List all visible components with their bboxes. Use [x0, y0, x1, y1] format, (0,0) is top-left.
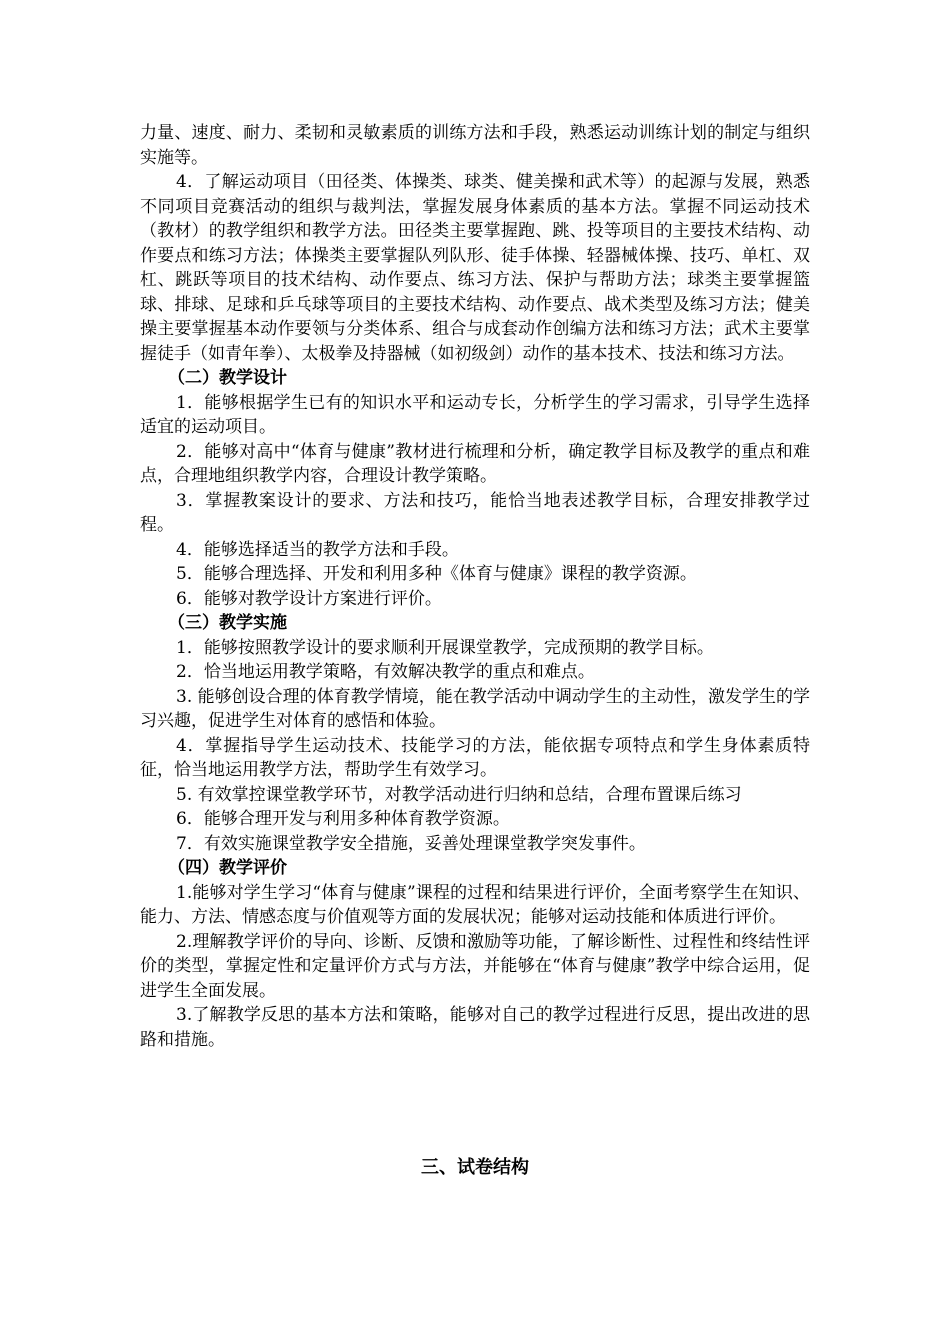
body-paragraph: 1．能够根据学生已有的知识水平和运动专长，分析学生的学习需求，引导学生选择适宜的运动项目。 [140, 392, 810, 437]
section-title: 三、试卷结构 [421, 1157, 529, 1178]
body-paragraph: 7．有效实施课堂教学安全措施，妥善处理课堂教学突发事件。 [176, 833, 646, 854]
body-paragraph: 力量、速度、耐力、柔韧和灵敏素质的训练方法和手段，熟悉运动训练计划的制定与组织实施等。 [140, 123, 810, 168]
body-paragraph: 2．能够对高中“体育与健康”教材进行梳理和分析，确定教学目标及教学的重点和难点，合理地组织教学内容，合理设计教学策略。 [140, 441, 810, 486]
body-paragraph: 5．能够合理选择、开发和利用多种《体育与健康》课程的教学资源。 [176, 564, 697, 584]
body-paragraph: 5. 有效掌控课堂教学环节，对教学活动进行归纳和总结，合理布置课后练习 [176, 784, 742, 805]
body-paragraph: 4．掌握指导学生运动技术、技能学习的方法，能依据专项特点和学生身体素质特征，恰当地运用教学方法，帮助学生有效学习。 [140, 735, 810, 780]
body-paragraph: 1．能够按照教学设计的要求顺利开展课堂教学，完成预期的教学目标。 [176, 637, 714, 658]
body-paragraph: 6．能够对教学设计方案进行评价。 [176, 588, 442, 609]
body-paragraph: 6．能够合理开发与利用多种体育教学资源。 [176, 809, 510, 829]
section-heading: （三）教学实施 [168, 613, 287, 633]
body-paragraph: 2.理解教学评价的导向、诊断、反馈和激励等功能，了解诊断性、过程性和终结性评价的类型，掌握定性和定量评价方式与方法，并能够在“体育与健康”教学中综合运用，促进学生全面发展。 [140, 931, 810, 1001]
body-paragraph: 2．恰当地运用教学策略，有效解决教学的重点和难点。 [176, 662, 595, 682]
body-paragraph: 3．掌握教案设计的要求、方法和技巧，能恰当地表述教学目标，合理安排教学过程。 [140, 490, 810, 535]
document-body [140, 121, 810, 1052]
body-paragraph: 3.了解教学反思的基本方法和策略，能够对自己的教学过程进行反思，提出改进的思路和措施。 [140, 1005, 810, 1050]
body-paragraph: 4．能够选择适当的教学方法和手段。 [176, 539, 459, 560]
section-heading: （四）教学评价 [168, 858, 287, 878]
body-paragraph: 1.能够对学生学习“体育与健康”课程的过程和结果进行评价，全面考察学生在知识、能力、方法、情感态度与价值观等方面的发展状况；能够对运动技能和体质进行评价。 [140, 882, 810, 927]
body-paragraph: 4．了解运动项目（田径类、体操类、球类、健美操和武术等）的起源与发展，熟悉不同项目竞赛活动的组织与裁判法，掌握发展身体素质的基本方法。掌握不同运动技术（教材）的教学组织和教学方法。田径类主要掌握跑、跳、投等项目的主要技术结构、动作要点和练习方法；体操类主要掌握队列队形、徒手体操、轻器械体操、技巧、单杠、双杠、跳跃等项目的技术结构、动作要点、练习方法、保护与帮助方法；球类主要掌握篮球、排球、足球和乒乓球等项目的主要技术结构、动作要点、战术类型及练习方法；健美操主要掌握基本动作要领与分类体系、组合与成套动作创编方法和练习方法；武术主要掌握徒手（如青年拳）、太极拳及持器械（如初级剑）动作的基本技术、技法和练习方法。 [140, 172, 810, 364]
section-heading: （二）教学设计 [168, 368, 287, 388]
body-paragraph: 3. 能够创设合理的体育教学情境，能在教学活动中调动学生的主动性，激发学生的学习兴趣，促进学生对体育的感悟和体验。 [140, 686, 810, 731]
